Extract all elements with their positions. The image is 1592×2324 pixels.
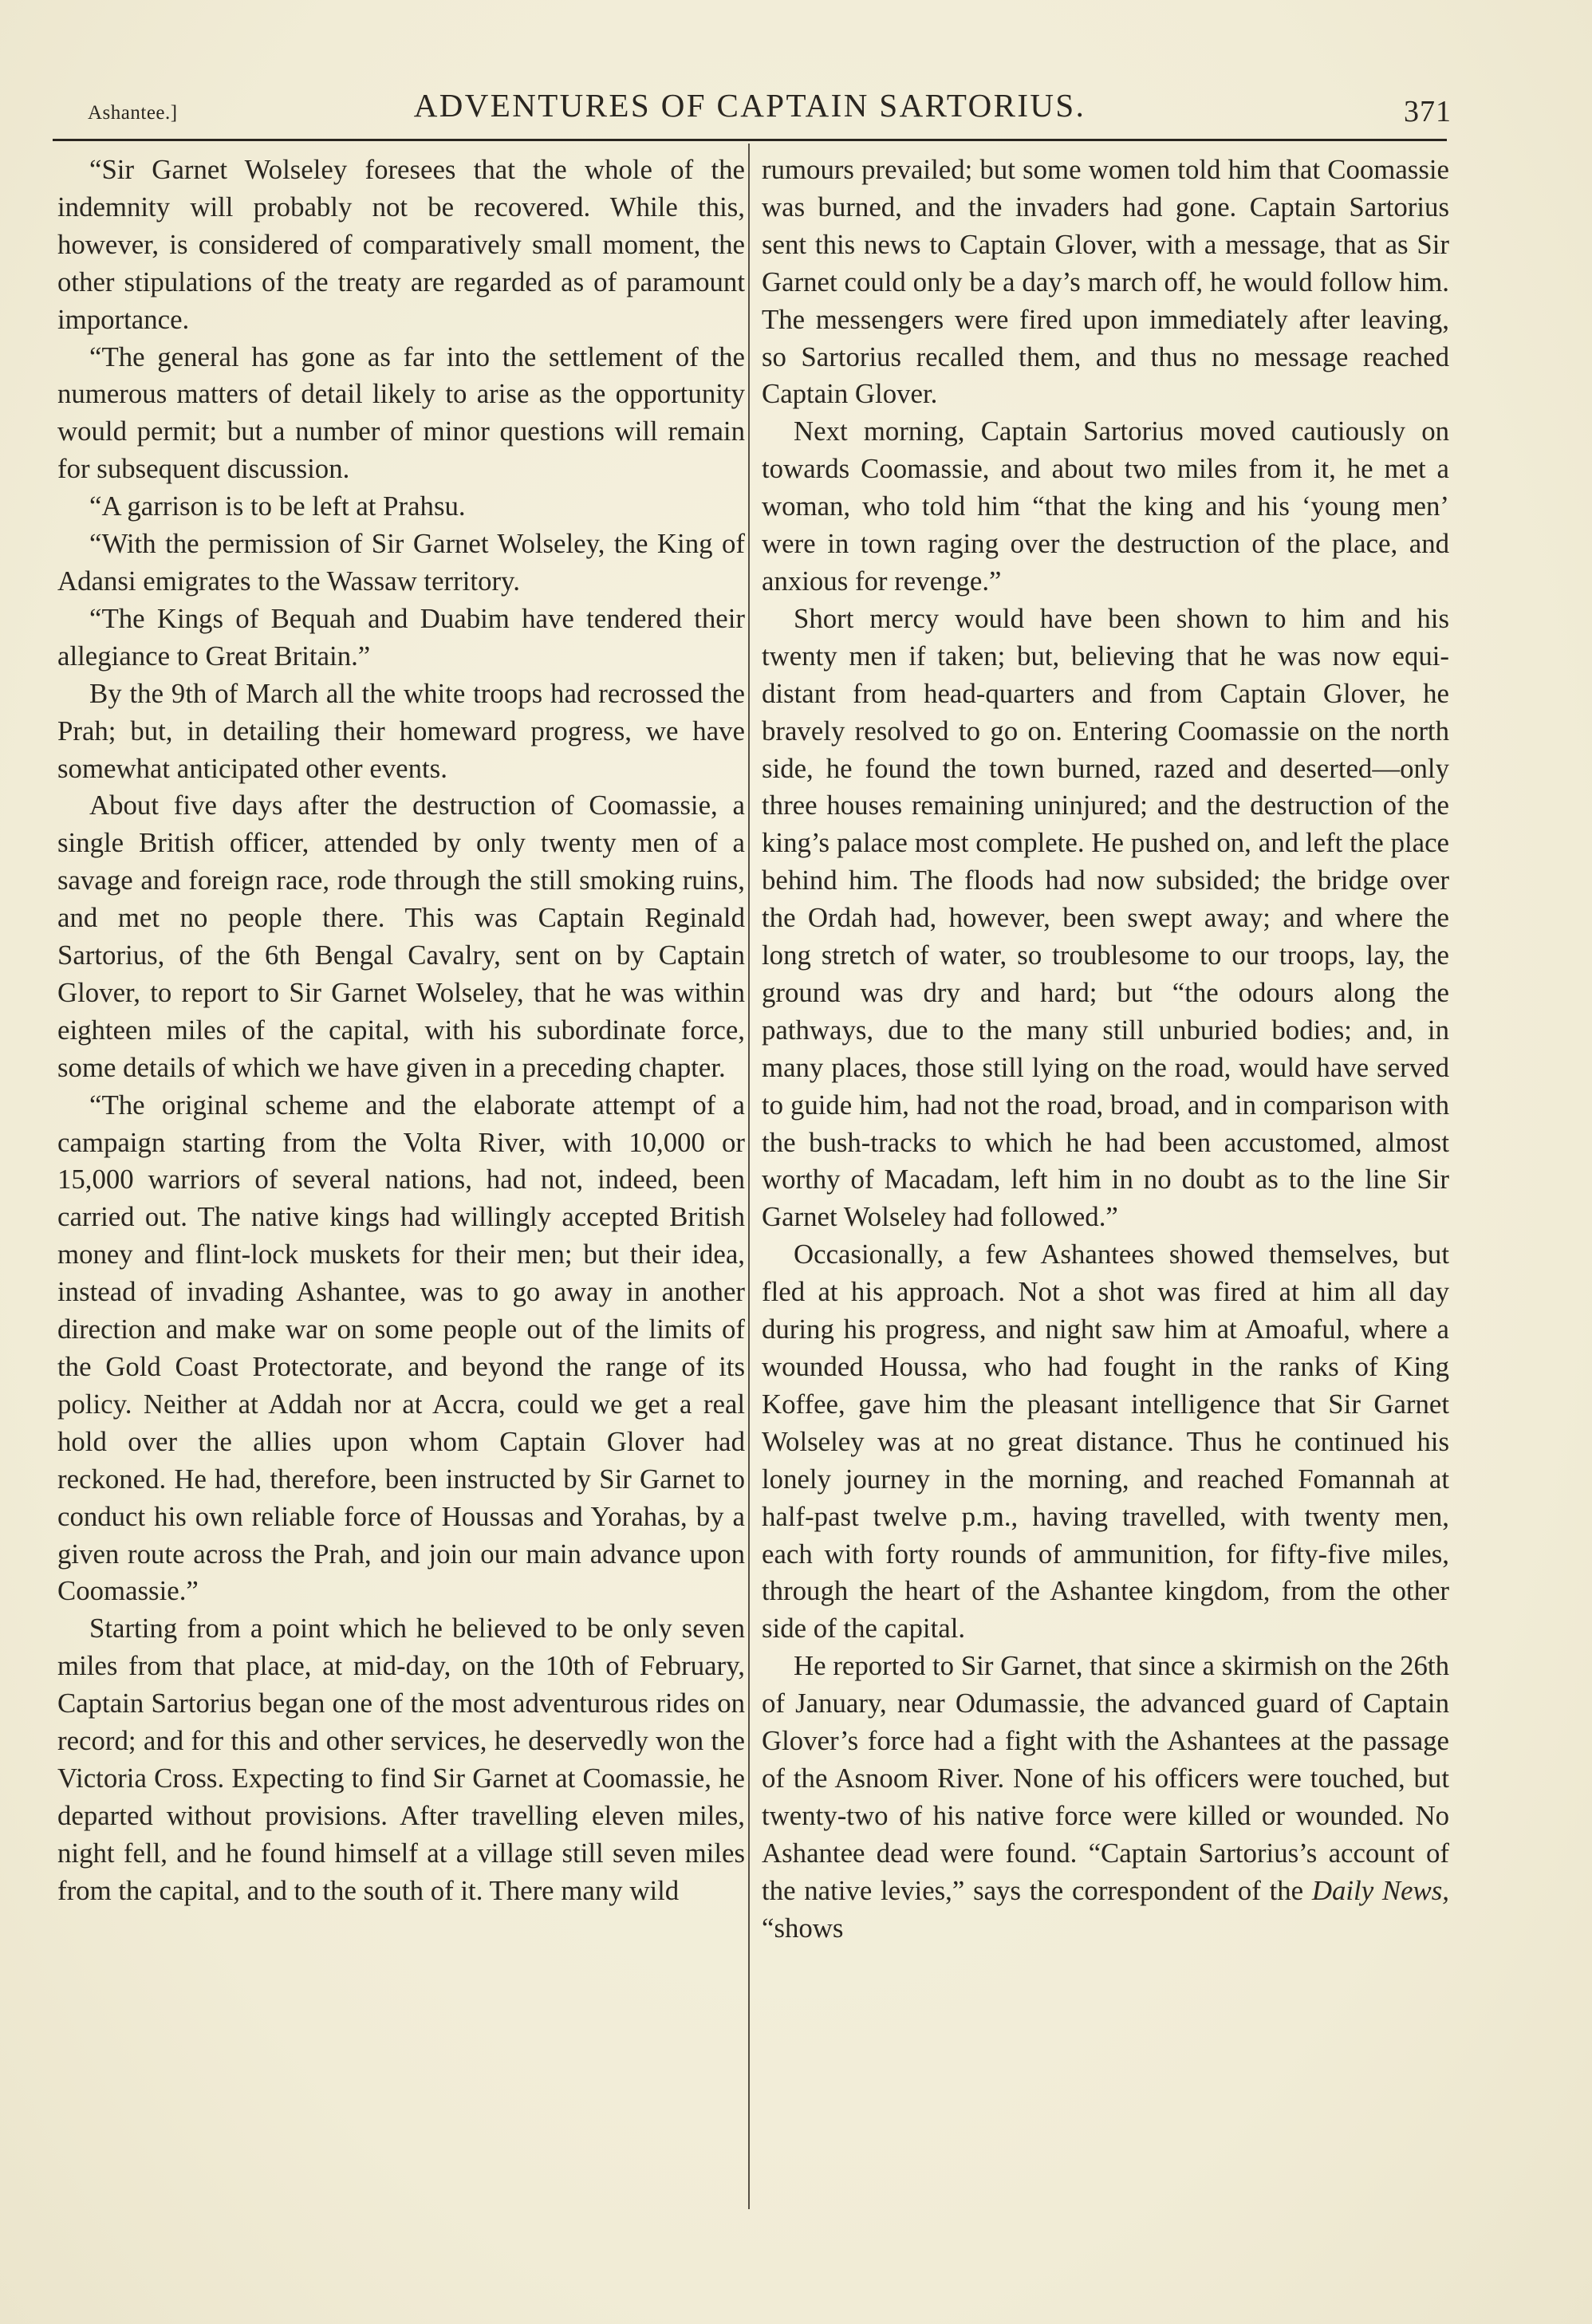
paragraph: “Sir Garnet Wolseley foresees that the whole of the indemnity will probably not be recovered. While this, however, is considered of comparatively small moment, the other stipulations of the treaty are regarded as of paramount importance. (57, 154, 745, 335)
header-rule (53, 139, 1447, 141)
running-title: ADVENTURES OF CAPTAIN SARTORIUS. (413, 87, 1086, 124)
paragraph: Occasionally, a few Ashantees showed themselves, but fled at his approach. Not a shot was fired at him all day during his progress, and night saw him at Amoaful, where a wounded Houssa, who had fought in the ranks of King Koffee, gave him the pleasant intelligence that Sir Garnet Wolseley was at no great distance. Thus he continued his lonely journey in the morning, and reached Fomannah at half-past twelve p.m., having travelled, with twenty men, each with forty rounds of ammunition, for fifty-five miles, through the heart of the Ashantee kingdom, from the other side of the capital. (762, 1239, 1449, 1645)
paragraph: About five days after the destruction of Coomassie, a single British officer, attended by only twenty men of a savage and foreign race, rode through the still smoking ruins, and met no people there. This was Captain Reginald Sartorius, of the 6th Bengal Cavalry, sent on by Captain Glover, to report to Sir Garnet Wolseley, that he was within eighteen miles of the capital, with his subordinate force, some details of which we have given in a preceding chapter. (57, 790, 745, 1083)
paragraph: “With the permission of Sir Garnet Wolseley, the King of Adansi emigrates to the Wassaw territory. (57, 528, 745, 597)
paragraph: Short mercy would have been shown to him and his twenty men if taken; but, believing that he was now equi-distant from head-quarters and from Captain Glover, he bravely resolved to go on. Entering Coomassie on the north side, he found the town burned, razed and deserted—only three houses remaining uninjured; and the destruction of the king’s palace most complete. He pushed on, and left the place behind him. The floods had now subsided; the bridge over the Ordah had, however, been swept away; and where the long stretch of water, so troublesome to our troops, lay, the ground was dry and hard; but “the odours along the pathways, due to the many still unburied bodies; and, in many places, those still lying on the road, would have served to guide him, had not the road, broad, and in comparison with the bush-tracks to which he had been accustomed, almost worthy of Macadam, left him in no doubt as to the line Sir Garnet Wolseley had followed.” (762, 602, 1449, 1233)
paragraph: “A garrison is to be left at Prahsu. (89, 490, 466, 522)
paragraph-last (762, 1648, 1449, 1947)
section-label: Ashantee.] (88, 102, 178, 124)
paragraph-tail: “shows (762, 1912, 844, 1944)
paragraph-text: He reported to Sir Garnet, that since a skirmish on the 26th of January, near Odumassie, the advanced guard of Captain Glover’s force had a fight with the Ashantees at the passage of the Asnoom River. None of his officers were touched, but twenty-two of his native force were killed or wounded. No Ashantee dead were found. “Captain Sartorius’s account of the native levies,” says the correspondent of the (762, 1650, 1449, 1906)
page-number: 371 (1404, 95, 1452, 128)
newspaper-title: Daily News, (1311, 1874, 1449, 1906)
paragraph: “The general has gone as far into the settlement of the numerous matters of detail likely to arise as the opportunity would permit; but a number of minor questions will remain for subsequent discussion. (57, 341, 745, 485)
paragraph: By the 9th of March all the white troops had recrossed the Prah; but, in detailing their homeward progress, we have somewhat anticipated other events. (57, 677, 745, 784)
paragraph: rumours prevailed; but some women told him that Coomassie was burned, and the invaders had gone. Captain Sartorius sent this news to Captain Glover, with a message, that as Sir Garnet could only be a day’s march off, he would follow him. The messengers were fired upon immediately after leaving, so Sartorius recalled them, and thus no message reached Captain Glover. (762, 154, 1449, 410)
column-divider (748, 144, 750, 2209)
left-column (57, 152, 745, 1910)
paragraph: “The original scheme and the elaborate attempt of a campaign starting from the Volta River, with 10,000 or 15,000 warriors of several nations, had not, indeed, been carried out. The native kings had willingly accepted British money and flint-lock muskets for their men; but their idea, instead of invading Ashantee, was to go away in another direction and make war on some people out of the limits of the Gold Coast Protectorate, and beyond the range of its policy. Neither at Addah nor at Accra, could we get a real hold over the allies upon whom Captain Glover had reckoned. He had, therefore, been instructed by Sir Garnet to conduct his own reliable force of Houssas and Yorahas, by a given route across the Prah, and join our main advance upon Coomassie.” (57, 1089, 745, 1607)
paragraph: “The Kings of Bequah and Duabim have tendered their allegiance to Great Britain.” (57, 602, 745, 672)
page-header (56, 86, 1452, 136)
paragraph: Next morning, Captain Sartorius moved cautiously on towards Coomassie, and about two miles from it, he met a woman, who told him “that the king and his ‘young men’ were in town raging over the destruction of the place, and anxious for revenge.” (762, 416, 1449, 597)
paragraph: Starting from a point which he believed to be only seven miles from that place, at mid-day, on the 10th of February, Captain Sartorius began one of the most adventurous rides on record; and for this and other services, he deservedly won the Victoria Cross. Expecting to find Sir Garnet at Coomassie, he departed without provisions. After travelling eleven miles, night fell, and he found himself at a village still seven miles from the capital, and to the south of it. There many wild (57, 1613, 745, 1906)
right-column (762, 152, 1449, 1948)
